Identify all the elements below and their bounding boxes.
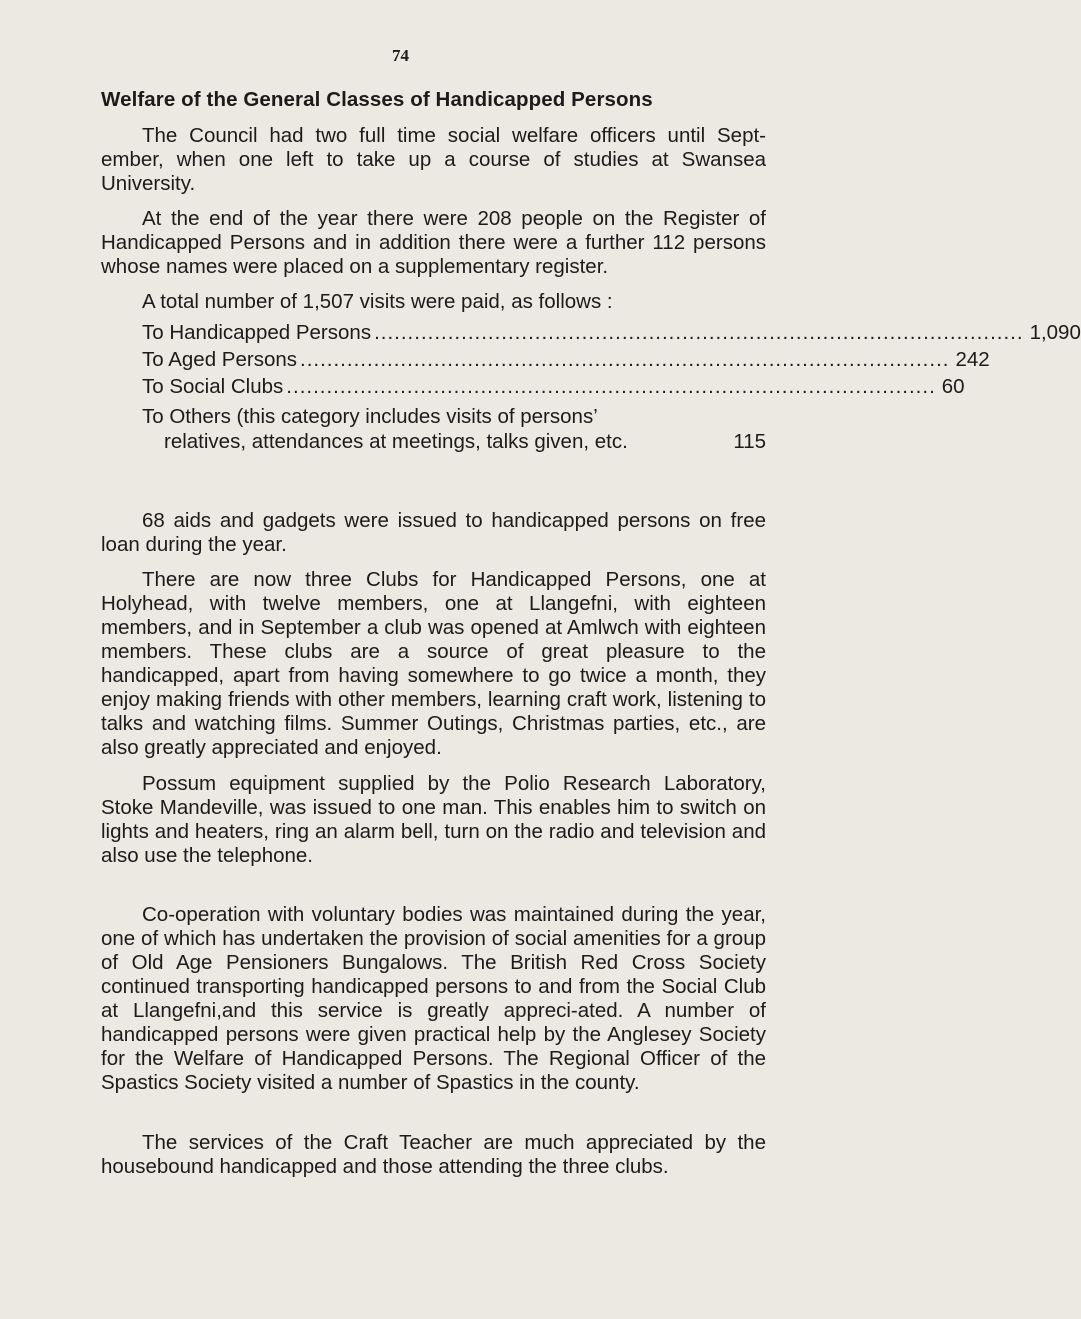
- visits-others-value: 115: [733, 430, 766, 453]
- visits-row: [142, 375, 965, 402]
- visits-others-text: [142, 404, 714, 454]
- paragraph-possum: Possum equipment supplied by the Polio Research Laboratory, Stoke Mandeville, was issued to one man. This enables him to switch on lights and heaters, ring an alarm bell, turn on the radio and television and also use the telephone.: [101, 772, 766, 867]
- leader-dots: .................................................................................................: [286, 375, 936, 398]
- visits-value: 242: [955, 348, 990, 371]
- visits-label: To Social Clubs: [142, 375, 284, 398]
- leader-dots: .................................................................................................: [300, 348, 950, 371]
- paragraph-visits-intro: A total number of 1,507 visits were paid, as follows :: [142, 290, 613, 313]
- paragraph-craft-teacher: The services of the Craft Teacher are much appreciated by the housebound handicapped and those attending the three clubs.: [101, 1131, 766, 1178]
- visits-row: [142, 321, 1081, 348]
- leader-dots: .................................................................................................: [374, 321, 1024, 344]
- paragraph-officers: The Council had two full time social welfare officers until Sept-ember, when one left to take up a course of studies at Swansea University.: [101, 124, 766, 195]
- visits-list: [142, 321, 1081, 454]
- paragraph-aids: 68 aids and gadgets were issued to handicapped persons on free loan during the year.: [101, 509, 766, 556]
- page-number: 74: [392, 46, 409, 65]
- paragraph-register: At the end of the year there were 208 people on the Register of Handicapped Persons and in addition there were a further 112 persons whose names were placed on a supplementary register.: [101, 207, 766, 278]
- paragraph-cooperation: Co-operation with voluntary bodies was maintained during the year, one of which has undertaken the provision of social amenities for a group of Old Age Pensioners Bungalows. The British Red Cross Society continued transporting handicapped persons to and from the Social Club at Llangefni,and this service is greatly appreci-ated. A number of handicapped persons were given practical help by the Anglesey Society for the Welfare of Handicapped Persons. The Regional Officer of the Spastics Society visited a number of Spastics in the county.: [101, 903, 766, 1094]
- paragraph-clubs: There are now three Clubs for Handicapped Persons, one at Holyhead, with twelve members, one at Llangefni, with eighteen members, and in September a club was opened at Amlwch with eighteen members. These clubs are a source of great pleasure to the handicapped, apart from having somewhere to go twice a month, they enjoy making friends with other members, learning craft work, listening to talks and watching films. Summer Outings, Christmas parties, etc., are also greatly appreciated and enjoyed.: [101, 568, 766, 759]
- visits-value: 60: [941, 375, 965, 398]
- visits-others-line1: To Others (this category includes visits of persons’: [142, 405, 598, 428]
- visits-others-line2: relatives, attendances at meetings, talks given, etc.: [164, 430, 628, 453]
- section-heading: Welfare of the General Classes of Handicapped Persons: [101, 88, 653, 111]
- visits-label: To Aged Persons: [142, 348, 297, 371]
- visits-label: To Handicapped Persons: [142, 321, 372, 344]
- visits-row: [142, 348, 990, 375]
- visits-row-others: [142, 404, 766, 454]
- visits-value: 1,090: [1029, 321, 1081, 344]
